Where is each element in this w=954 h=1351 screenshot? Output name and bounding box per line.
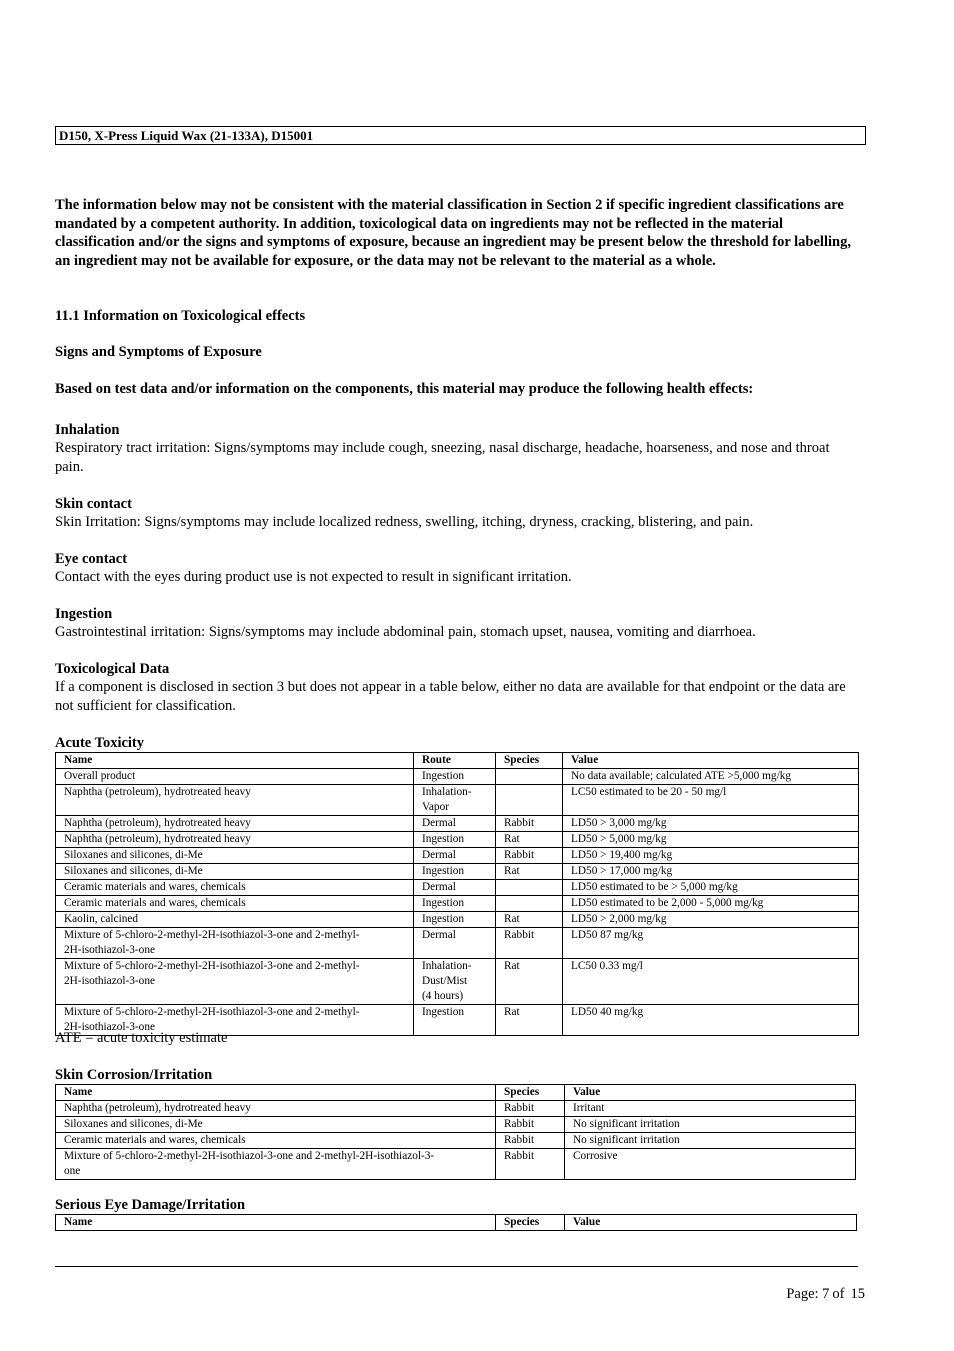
cell-name: Naphtha (petroleum), hydrotreated heavy (56, 785, 414, 816)
col-value: Value (565, 1215, 857, 1231)
product-header: D150, X-Press Liquid Wax (21-133A), D15001 (55, 126, 866, 145)
cell-name: Siloxanes and silicones, di-Me (56, 848, 414, 864)
col-name: Name (56, 1215, 496, 1231)
cell-value: Corrosive (565, 1149, 856, 1180)
col-value: Value (563, 753, 859, 769)
tox-data-text: If a component is disclosed in section 3 but does not appear in a table below, either no data are available for that endpoint or the data are not sufficient for classification. (55, 679, 846, 714)
cell-value: LD50 > 17,000 mg/kg (563, 864, 859, 880)
cell-species: Rat (496, 912, 563, 928)
cell-name: Ceramic materials and wares, chemicals (56, 896, 414, 912)
cell-name: Overall product (56, 769, 414, 785)
eye-damage-table (55, 1214, 857, 1231)
table-row (56, 1117, 856, 1133)
cell-name: Naphtha (petroleum), hydrotreated heavy (56, 816, 414, 832)
table-header-row (56, 1085, 856, 1101)
cell-name: Mixture of 5-chloro-2-methyl-2H-isothiazol-3-one and 2-methyl- 2H-isothiazol-3-one (56, 928, 414, 959)
cell-value: LD50 estimated to be 2,000 - 5,000 mg/kg (563, 896, 859, 912)
table-row (56, 1149, 856, 1180)
cell-route: Ingestion (414, 864, 496, 880)
col-species: Species (496, 753, 563, 769)
cell-species: Rat (496, 832, 563, 848)
inhalation-title: Inhalation (55, 422, 120, 438)
ate-note: ATE = acute toxicity estimate (55, 1030, 228, 1046)
cell-route: Ingestion (414, 1005, 496, 1036)
col-route: Route (414, 753, 496, 769)
cell-value: LD50 > 5,000 mg/kg (563, 832, 859, 848)
col-name: Name (56, 1085, 496, 1101)
section-title: 11.1 Information on Toxicological effects (55, 308, 306, 324)
skin-corrosion-rows (56, 1101, 856, 1180)
cell-route: Inhalation- Dust/Mist (4 hours) (414, 959, 496, 1005)
cell-name: Ceramic materials and wares, chemicals (56, 1133, 496, 1149)
cell-value: LD50 > 3,000 mg/kg (563, 816, 859, 832)
cell-species: Rat (496, 959, 563, 1005)
table-row (56, 816, 859, 832)
intro-paragraph: The information below may not be consistent with the material classification in Section 2 if specific ingredient classifications are mandated by a competent authority. In addition, toxicological data on ingredients may not be reflected in the material classification and/or the signs and symptoms of exposure, because an ingredient may be present below the threshold for labelling, an ingredient may not be available for exposure, or the data may not be relevant to the material as a whole. (55, 197, 851, 269)
cell-value: LD50 > 2,000 mg/kg (563, 912, 859, 928)
cell-value: No data available; calculated ATE >5,000 mg/kg (563, 769, 859, 785)
table-row (56, 959, 859, 1005)
cell-route: Dermal (414, 928, 496, 959)
acute-toxicity-title: Acute Toxicity (55, 735, 145, 751)
cell-name: Mixture of 5-chloro-2-methyl-2H-isothiazol-3-one and 2-methyl- 2H-isothiazol-3-one (56, 1005, 414, 1036)
cell-name: Mixture of 5-chloro-2-methyl-2H-isothiazol-3-one and 2-methyl- 2H-isothiazol-3-one (56, 959, 414, 1005)
cell-species (496, 880, 563, 896)
cell-value: No significant irritation (565, 1133, 856, 1149)
page-label: Page: 7 (786, 1286, 830, 1302)
cell-species: Rat (496, 864, 563, 880)
cell-species (496, 896, 563, 912)
cell-species: Rabbit (496, 1149, 565, 1180)
cell-route: Dermal (414, 848, 496, 864)
col-name: Name (56, 753, 414, 769)
cell-name: Siloxanes and silicones, di-Me (56, 864, 414, 880)
cell-route: Ingestion (414, 896, 496, 912)
col-value: Value (565, 1085, 856, 1101)
ingestion-text: Gastrointestinal irritation: Signs/symptoms may include abdominal pain, stomach upset, nausea, vomiting and diarrhoea. (55, 624, 756, 640)
table-row (56, 848, 859, 864)
cell-route: Dermal (414, 816, 496, 832)
cell-species: Rabbit (496, 1133, 565, 1149)
cell-name: Ceramic materials and wares, chemicals (56, 880, 414, 896)
cell-value: No significant irritation (565, 1117, 856, 1133)
eye-damage-title: Serious Eye Damage/Irritation (55, 1197, 246, 1213)
cell-value: LC50 estimated to be 20 - 50 mg/l (563, 785, 859, 816)
skin-contact-text: Skin Irritation: Signs/symptoms may include localized redness, swelling, itching, dryness, cracking, blistering, and pain. (55, 514, 754, 530)
cell-route: Ingestion (414, 832, 496, 848)
cell-species: Rabbit (496, 816, 563, 832)
cell-species (496, 785, 563, 816)
page-of: of (832, 1286, 845, 1302)
cell-species: Rabbit (496, 848, 563, 864)
table-header-row (56, 753, 859, 769)
tox-data-title: Toxicological Data (55, 661, 170, 677)
skin-corrosion-title: Skin Corrosion/Irritation (55, 1067, 213, 1083)
cell-value: LD50 > 19,400 mg/kg (563, 848, 859, 864)
acute-toxicity-table (55, 752, 859, 1036)
cell-value: LD50 40 mg/kg (563, 1005, 859, 1036)
cell-name: Naphtha (petroleum), hydrotreated heavy (56, 832, 414, 848)
skin-corrosion-table (55, 1084, 856, 1180)
table-header-row (56, 1215, 857, 1231)
table-row (56, 832, 859, 848)
cell-species: Rat (496, 1005, 563, 1036)
cell-value: LC50 0.33 mg/l (563, 959, 859, 1005)
cell-name: Kaolin, calcined (56, 912, 414, 928)
footer-divider (55, 1266, 858, 1267)
cell-species: Rabbit (496, 1117, 565, 1133)
cell-species (496, 769, 563, 785)
table-row (56, 896, 859, 912)
eye-contact-text: Contact with the eyes during product use is not expected to result in significant irritation. (55, 569, 572, 585)
page-number (786, 1286, 865, 1303)
skin-contact-title: Skin contact (55, 496, 132, 512)
cell-value: LD50 87 mg/kg (563, 928, 859, 959)
signs-title: Signs and Symptoms of Exposure (55, 344, 262, 360)
cell-name: Mixture of 5-chloro-2-methyl-2H-isothiazol-3-one and 2-methyl-2H-isothiazol-3- one (56, 1149, 496, 1180)
table-row (56, 1133, 856, 1149)
cell-value: LD50 estimated to be > 5,000 mg/kg (563, 880, 859, 896)
cell-route: Ingestion (414, 912, 496, 928)
table-row (56, 880, 859, 896)
inhalation-text: Respiratory tract irritation: Signs/symptoms may include cough, sneezing, nasal discharge, headache, hoarseness, and nose and throat pain. (55, 440, 830, 475)
cell-species: Rabbit (496, 928, 563, 959)
cell-route: Inhalation- Vapor (414, 785, 496, 816)
table-row (56, 785, 859, 816)
based-on-statement: Based on test data and/or information on the components, this material may produce the following health effects: (55, 381, 754, 397)
table-row (56, 1101, 856, 1117)
table-row (56, 928, 859, 959)
ingestion-title: Ingestion (55, 606, 113, 622)
cell-value: Irritant (565, 1101, 856, 1117)
cell-species: Rabbit (496, 1101, 565, 1117)
cell-name: Siloxanes and silicones, di-Me (56, 1117, 496, 1133)
eye-contact-title: Eye contact (55, 551, 128, 567)
col-species: Species (496, 1215, 565, 1231)
table-row (56, 864, 859, 880)
cell-name: Naphtha (petroleum), hydrotreated heavy (56, 1101, 496, 1117)
col-species: Species (496, 1085, 565, 1101)
acute-toxicity-rows (56, 769, 859, 1036)
cell-route: Ingestion (414, 769, 496, 785)
cell-route: Dermal (414, 880, 496, 896)
table-row (56, 769, 859, 785)
table-row (56, 912, 859, 928)
page-total: 15 (850, 1286, 865, 1302)
